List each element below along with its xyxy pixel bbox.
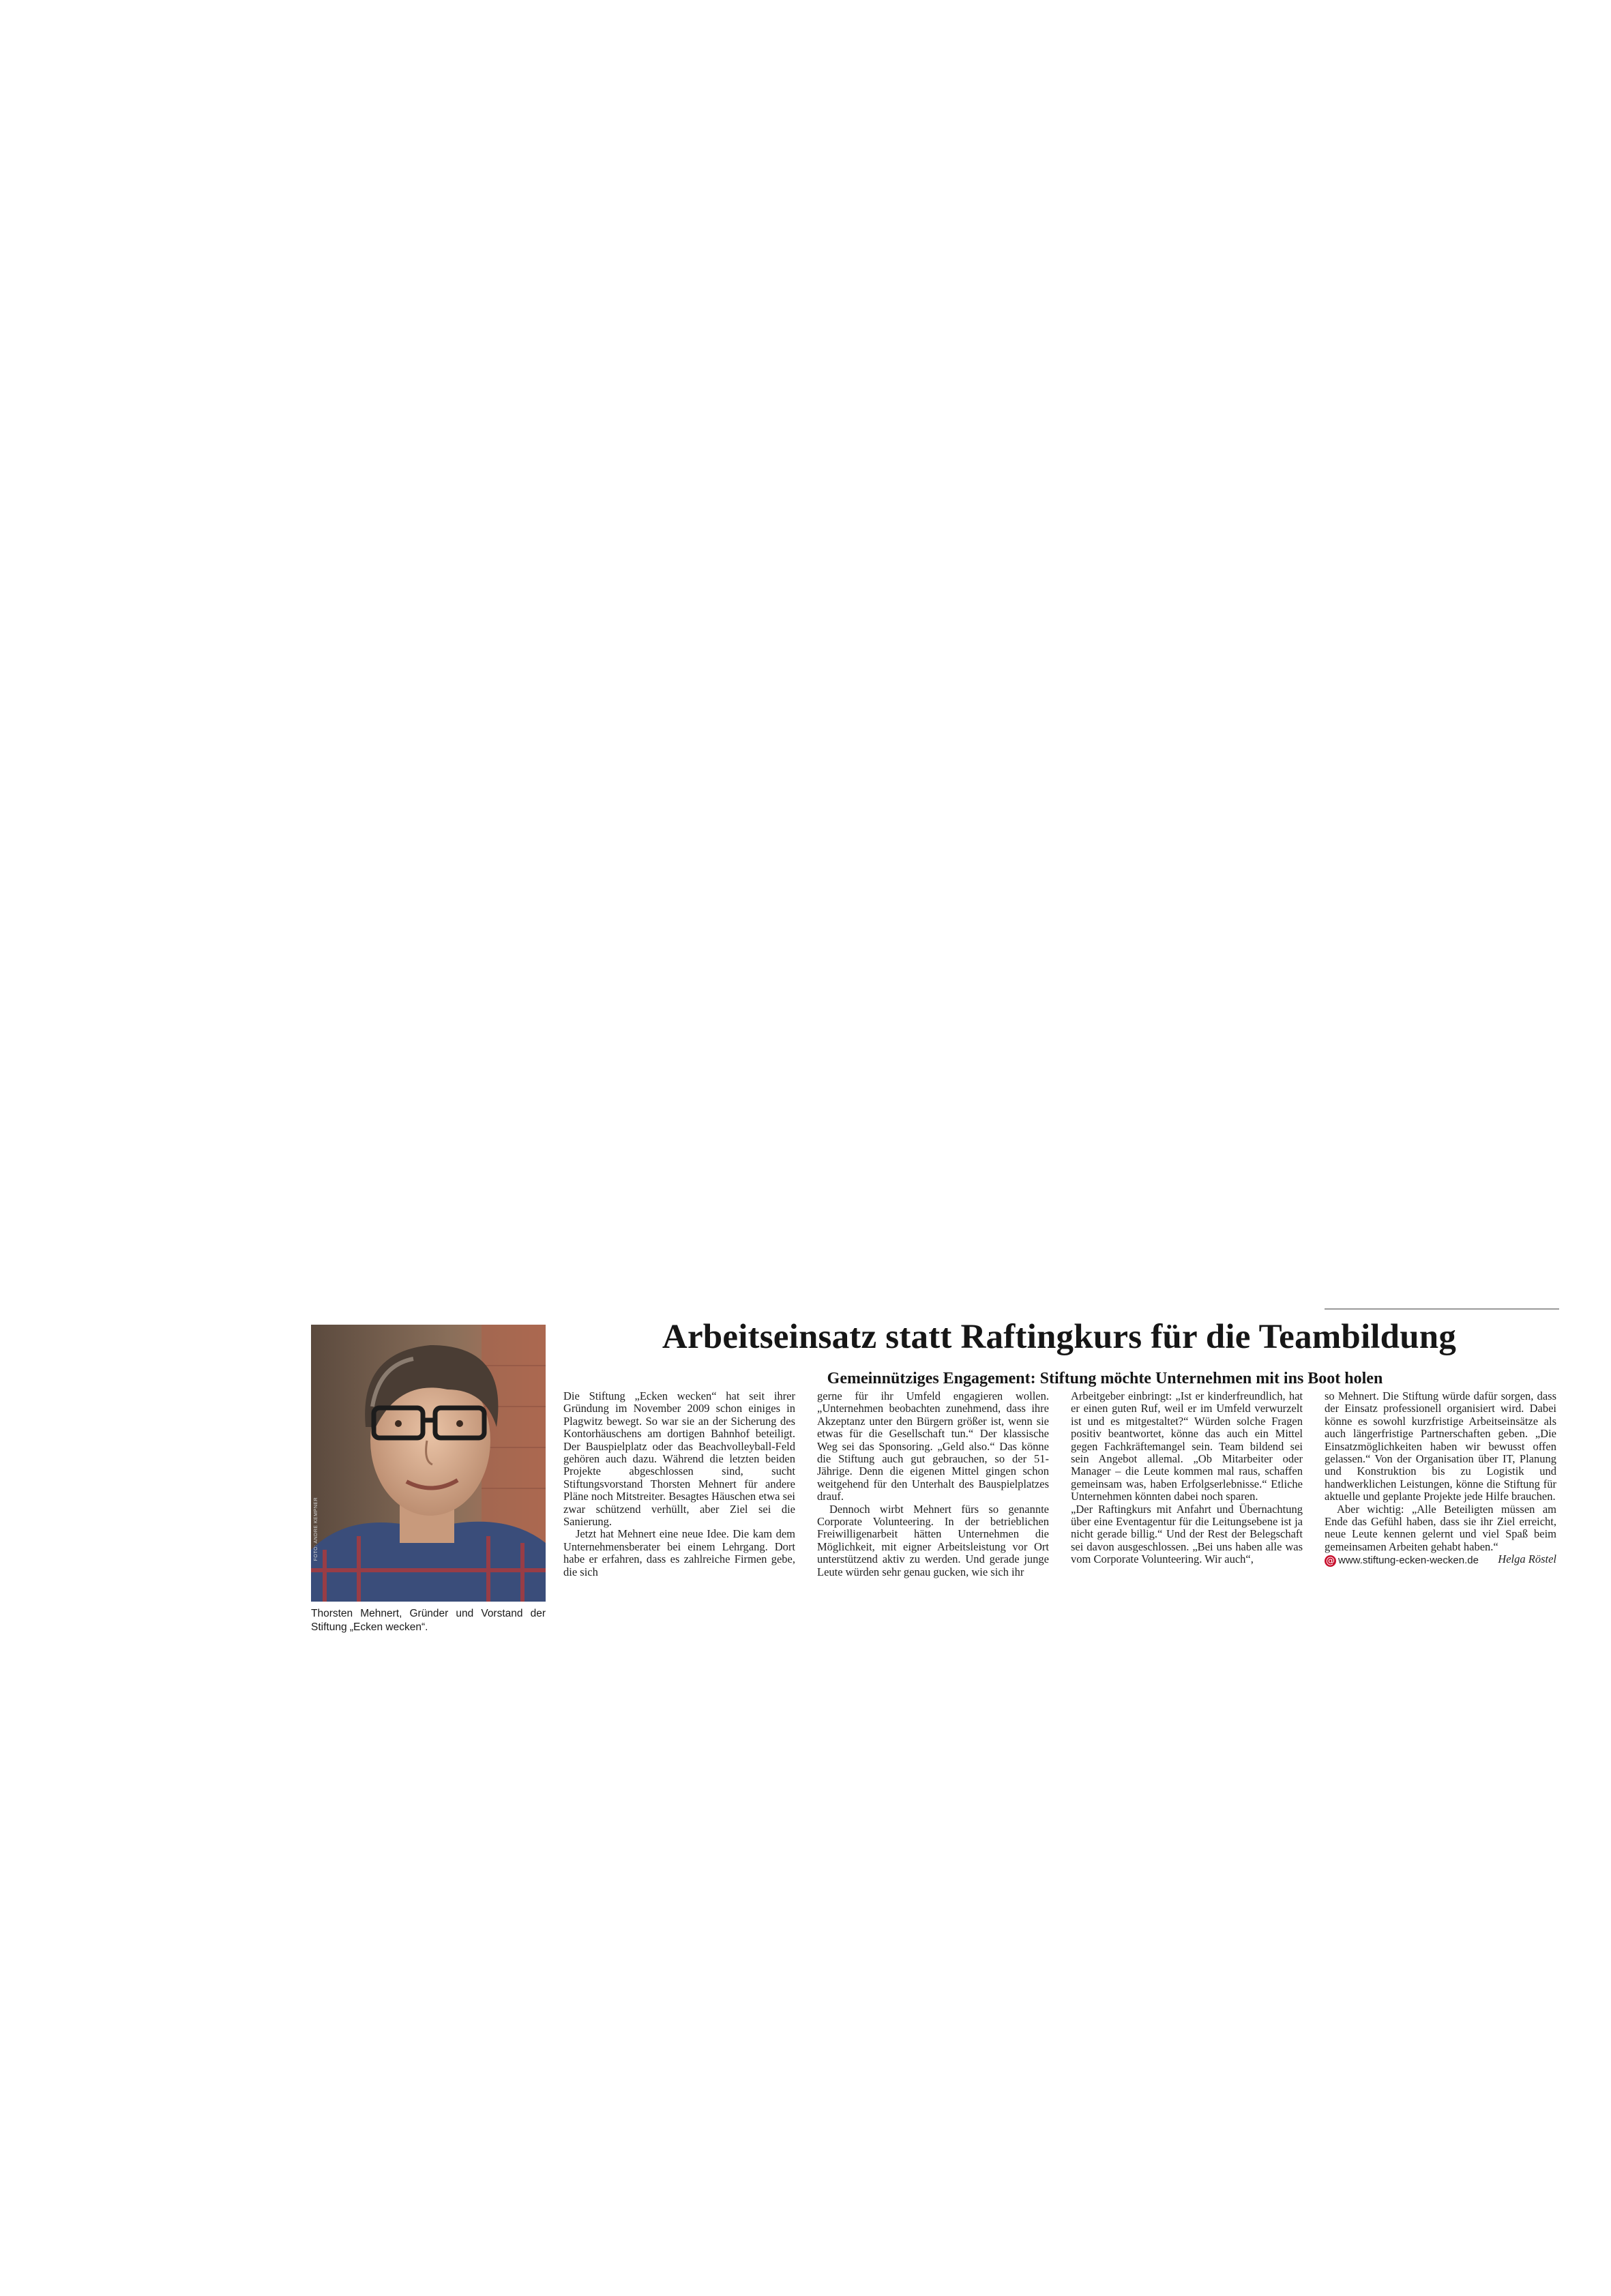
- article-paragraph: Jetzt hat Mehnert eine neue Idee. Die kam dem Unternehmensberater bei einem Lehrgang. Dort habe er erfahren, dass es zahlreiche Firmen gebe, die sich: [563, 1527, 795, 1578]
- author-byline: Helga Röstel: [1498, 1552, 1556, 1566]
- article-headline: Arbeitseinsatz statt Raftingkurs für die Teambildung: [662, 1318, 1457, 1356]
- article-paragraph: gerne für ihr Umfeld engagieren wollen. „Unternehmen beobachten zunehmend, dass ihre Akzeptanz unter den Bürgern größer ist, wenn sie etwas für die Gesellschaft tun.“ Der klassische Weg sei das Sponsoring. „Geld also.“ Das könne die Stiftung auch gut gebrauchen, so der 51-Jährige. Denn die eigenen Mittel gingen schon weitgehend für den Unterhalt des Bauspielplatzes drauf.: [817, 1389, 1049, 1503]
- article-paragraph: Die Stiftung „Ecken wecken“ hat seit ihrer Gründung im November 2009 schon einiges in Plagwitz bewegt. So war sie an der Sicherung des Kontorhäuschens am dortigen Bahnhof beteiligt. Der Bauspielplatz oder das Beachvolleyball-Feld gehören auch dazu. Während die letzten beiden Projekte abgeschlossen sind, sucht Stiftungsvorstand Thorsten Mehnert für andere Pläne noch Mitstreiter. Besagtes Häuschen etwa sei zwar schützend verhüllt, aber Ziel sei die Sanierung.: [563, 1389, 795, 1529]
- article-column-1: [563, 1390, 795, 1578]
- article-subheadline: Gemeinnütziges Engagement: Stiftung möchte Unternehmen mit ins Boot holen: [827, 1370, 1383, 1387]
- article-paragraph: Dennoch wirbt Mehnert fürs so genannte Corporate Volunteering. In der betrieblichen Freiwilligenarbeit hätten Unternehmen die Möglichkeit, mit eigner Arbeitsleistung vor Ort unterstützend aktiv zu werden. Und gerade junge Leute würden sehr genau gucken, wie sich ihr: [817, 1502, 1049, 1578]
- top-rule: [1325, 1308, 1559, 1310]
- article-column-3: [1071, 1390, 1303, 1566]
- web-link-row: [1325, 1554, 1480, 1568]
- article-paragraph: so Mehnert. Die Stiftung würde dafür sorgen, dass der Einsatz professionell organisiert wird. Dabei könne es sowohl kurzfristige Arbeitseinsätze als auch längerfristige Partnerschaften geben. „Die Einsatzmöglichkeiten haben wir bewusst offen gelassen.“ Von der Organisation über IT, Planung und Konstruktion bis zu Logistik und handwerklichen Leistungen, könne die Stiftung für aktuelle und geplante Projekte jede Hilfe brauchen.: [1325, 1389, 1556, 1503]
- at-sign-icon: @: [1326, 1555, 1335, 1566]
- web-link[interactable]: www.stiftung-ecken-wecken.de: [1338, 1555, 1479, 1567]
- portrait-photo: [311, 1325, 546, 1602]
- photo-caption: Thorsten Mehnert, Gründer und Vorstand der Stiftung „Ecken wecken“.: [311, 1608, 546, 1633]
- portrait-image: [311, 1325, 546, 1602]
- article-column-4: [1325, 1390, 1556, 1568]
- article-column-2: [817, 1390, 1049, 1578]
- article-paragraph-text: Aber wichtig: „Alle Beteiligten müssen am Ende das Gefühl haben, dass sie ihr Ziel erreicht, neue Leute kennen gelernt und viel Spaß beim gemeinsamen Arbeiten gehabt haben.“: [1325, 1502, 1556, 1553]
- article-paragraph: Arbeitgeber einbringt: „Ist er kinderfreundlich, hat er einen guten Ruf, weil er im Umfeld verwurzelt ist und es mitgestaltet?“ Würden solche Fragen positiv beantwortet, könne das auch ein Mittel gegen Fachkräftemangel sein. Team bildend sei sein Angebot allemal. „Ob Mitarbeiter oder Manager – die Leute kommen mal raus, schaffen gemeinsam was, haben Erfolgserlebnisse.“ Etliche Unternehmen könnten dabei noch sparen.: [1071, 1389, 1303, 1503]
- article-paragraph: „Der Raftingkurs mit Anfahrt und Übernachtung über eine Eventagentur für die Leitungsebene ist ja nicht gerade billig.“ Und der Rest der Belegschaft sei davon ausgeschlossen. „Bei uns haben alle was vom Corporate Volunteering. Wir auch“,: [1071, 1502, 1303, 1566]
- photo-credit: FOTO: ANDRE KEMPNER: [314, 1497, 319, 1561]
